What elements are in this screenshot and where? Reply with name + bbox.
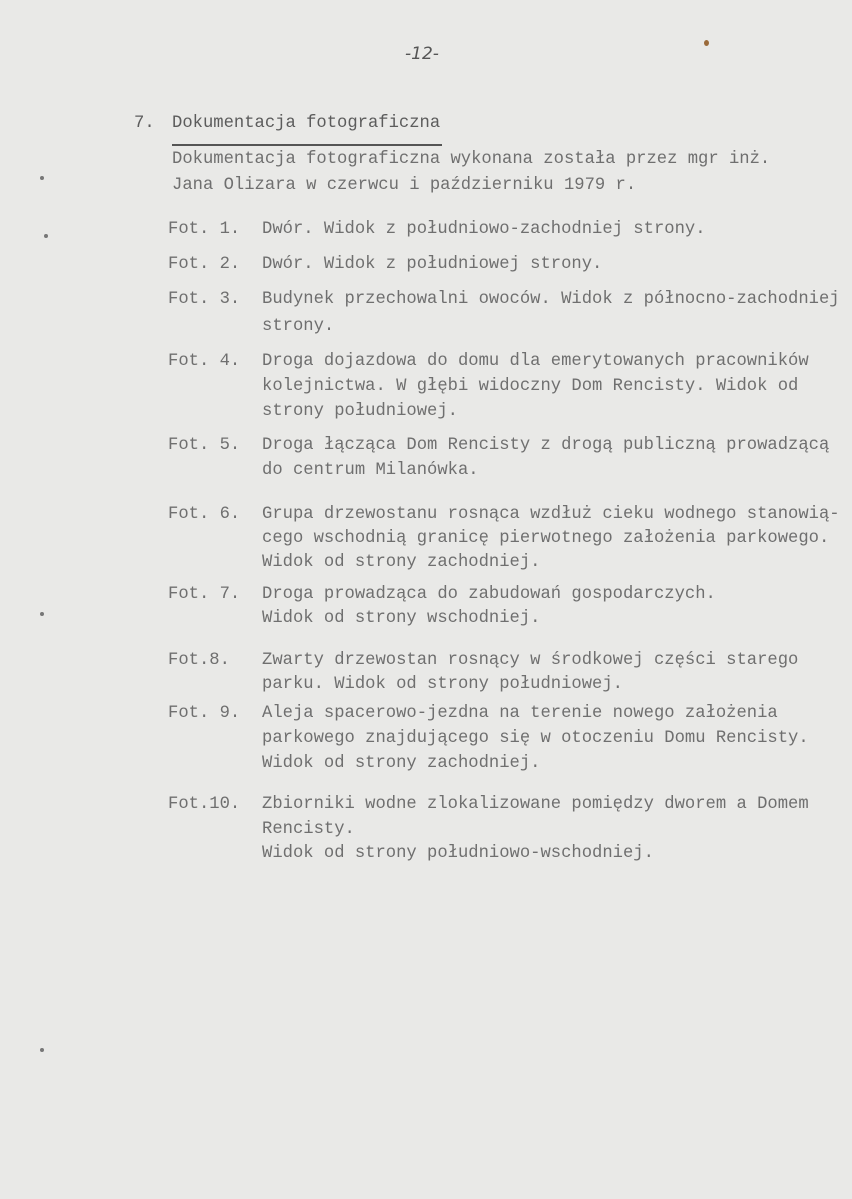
paper-stain — [704, 40, 709, 46]
photo-label: Fot. 6. — [168, 505, 241, 524]
photo-caption-line: Aleja spacerowo-jezdna na terenie nowego założenia — [262, 704, 778, 723]
photo-caption-line: Zbiorniki wodne zlokalizowane pomiędzy dworem a Domem — [262, 795, 809, 814]
photo-caption-line: do centrum Milanówka. — [262, 461, 479, 480]
punch-mark — [44, 234, 48, 238]
photo-caption-line: strony południowej. — [262, 402, 458, 421]
section-title: Dokumentacja fotograficzna — [172, 114, 441, 133]
photo-caption-line: Dwór. Widok z południowej strony. — [262, 255, 603, 274]
punch-mark — [40, 1048, 44, 1052]
photo-label: Fot.8. — [168, 651, 230, 670]
photo-caption-line: Droga prowadząca do zabudowań gospodarczych. — [262, 585, 716, 604]
photo-caption-line: kolejnictwa. W głębi widoczny Dom Rencisty. Widok od — [262, 377, 799, 396]
photo-label: Fot. 2. — [168, 255, 241, 274]
photo-caption-line: Widok od strony zachodniej. — [262, 553, 541, 572]
photo-label: Fot. 3. — [168, 290, 241, 309]
intro-line: Dokumentacja fotograficzna wykonana została przez mgr inż. — [172, 150, 771, 169]
photo-label: Fot. 7. — [168, 585, 241, 604]
punch-mark — [40, 176, 44, 180]
photo-caption-line: cego wschodnią granicę pierwotnego założenia parkowego. — [262, 529, 830, 548]
photo-caption-line: Widok od strony południowo-wschodniej. — [262, 844, 654, 863]
photo-caption-line: Widok od strony wschodniej. — [262, 609, 541, 628]
photo-caption-line: Droga łącząca Dom Rencisty z drogą publiczną prowadzącą — [262, 436, 830, 455]
photo-label: Fot. 5. — [168, 436, 241, 455]
photo-label: Fot. 9. — [168, 704, 241, 723]
photo-caption-line: Zwarty drzewostan rosnący w środkowej części starego — [262, 651, 799, 670]
photo-caption-line: Grupa drzewostanu rosnąca wzdłuż cieku wodnego stanowią- — [262, 505, 840, 524]
photo-label: Fot. 1. — [168, 220, 241, 239]
photo-caption-line: strony. — [262, 317, 335, 336]
section-number: 7. — [134, 114, 155, 133]
intro-line: Jana Olizara w czerwcu i październiku 1979 r. — [172, 176, 637, 195]
photo-label: Fot. 4. — [168, 352, 241, 371]
punch-mark — [40, 612, 44, 616]
title-underline — [172, 144, 442, 146]
photo-caption-line: Rencisty. — [262, 820, 355, 839]
photo-caption-line: parkowego znajdującego się w otoczeniu Domu Rencisty. — [262, 729, 809, 748]
page-number: -12- — [405, 44, 439, 64]
photo-label: Fot.10. — [168, 795, 241, 814]
photo-caption-line: Budynek przechowalni owoców. Widok z północno-zachodniej — [262, 290, 840, 309]
photo-caption-line: parku. Widok od strony południowej. — [262, 675, 623, 694]
photo-caption-line: Widok od strony zachodniej. — [262, 754, 541, 773]
photo-caption-line: Dwór. Widok z południowo-zachodniej strony. — [262, 220, 706, 239]
photo-caption-line: Droga dojazdowa do domu dla emerytowanych pracowników — [262, 352, 809, 371]
